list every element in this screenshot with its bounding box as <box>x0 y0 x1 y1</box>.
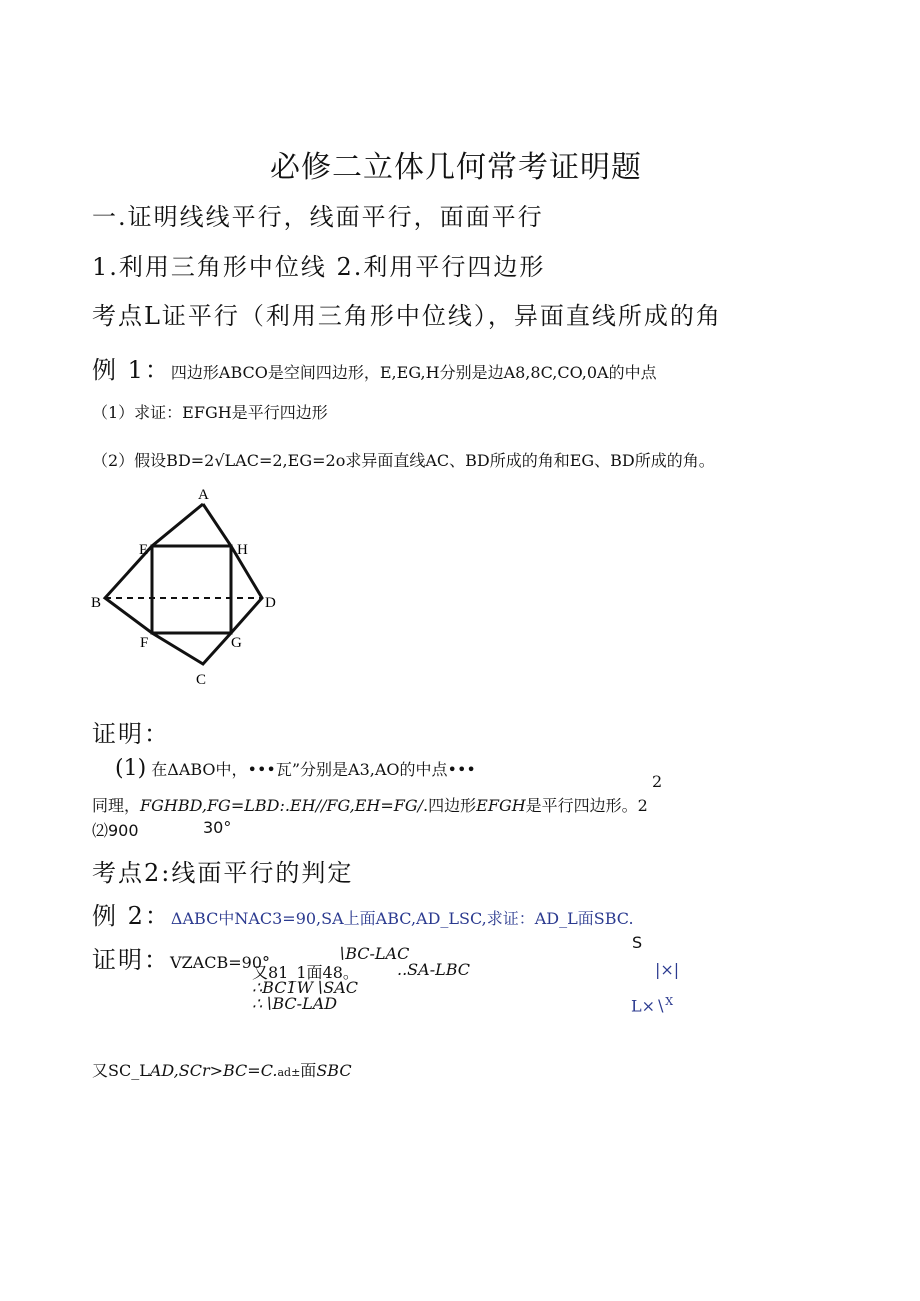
proof2-l2b: ..SA-LBC <box>397 960 471 979</box>
example1-text: 四边形ABCO是空间四边形，E,EG,H分别是边A8,8C,CO,0A的中点 <box>170 363 657 382</box>
proof2-l2: 又81_1面48。 <box>252 963 359 982</box>
example2-text: ΔABC中NAC3=90,SA上面ABC,AD_LSC,求证：AD_L面SBC. <box>170 909 634 928</box>
proof2-final <box>92 1058 352 1081</box>
inner-parallelogram <box>152 546 231 633</box>
margin-note-1: |×| <box>655 960 680 979</box>
proof1-line3-b: 30° <box>203 818 232 837</box>
proof1-line2-c: 四边形 <box>428 796 477 815</box>
section-heading: 一.证明线线平行，线面平行，面面平行 <box>92 203 544 231</box>
proof2-l4: ∴∖BC-LAD <box>252 994 338 1013</box>
quadrilateral-figure <box>88 484 288 694</box>
example1-q2: （2）假设BD=2√LAC=2,EG=2o求异面直线AC、BD所成的角和EG、BD所成的角。 <box>92 451 715 470</box>
margin-note-2-text: L×∖ <box>631 996 666 1016</box>
kaodian1-heading: 考点L证平行（利用三角形中位线），异面直线所成的角 <box>92 302 722 330</box>
label-a: A <box>198 487 209 503</box>
proof2-heading: 证明： <box>92 946 170 974</box>
methods-line: 1.利用三角形中位线 2.利用平行四边形 <box>92 253 546 281</box>
proof2-l3: ∴BC1W∖SAC <box>252 978 359 997</box>
proof1-line1 <box>115 756 476 781</box>
margin-note-2-sup: X <box>665 995 674 1008</box>
proof1-heading: 证明： <box>92 720 170 748</box>
final-a: 又SC_L <box>92 1061 150 1080</box>
proof1-line2-e: 是平行四边形。2 <box>525 796 648 815</box>
kaodian2-heading: 考点2:线面平行的判定 <box>92 859 354 887</box>
label-e: E <box>139 542 149 558</box>
proof2-l1b: ∖BC-LAC <box>335 944 410 963</box>
page-title: 必修二立体几何常考证明题 <box>270 150 642 185</box>
margin-s: S <box>632 933 643 952</box>
label-g: G <box>231 635 242 651</box>
proof1-line2-d: EFGH <box>476 796 526 815</box>
final-e: SBC <box>316 1061 352 1080</box>
label-h: H <box>237 542 248 558</box>
proof2-line1 <box>92 940 270 975</box>
example1-label: 例 1： <box>92 356 171 384</box>
margin-note-2 <box>631 995 673 1015</box>
label-d: D <box>265 595 276 611</box>
example1-line <box>92 350 657 385</box>
final-b: AD,SCr>BC=C. <box>149 1061 278 1080</box>
proof1-line3-a: ⑵900 <box>92 821 139 840</box>
example1-q1: （1）求证：EFGH是平行四边形 <box>92 403 328 422</box>
proof1-line1-text: 在ΔABO中，•••瓦”分别是A3,AO的中点••• <box>151 760 476 779</box>
proof1-line2-a: 同理， <box>92 796 141 815</box>
proof1-num: (1) <box>115 756 147 781</box>
example2-line <box>92 896 634 931</box>
final-c: ad± <box>277 1066 301 1079</box>
label-c: C <box>196 672 207 688</box>
proof1-sup: 2 <box>652 772 663 791</box>
example2-label: 例 2： <box>92 902 171 930</box>
final-d: 面 <box>300 1061 317 1080</box>
proof1-line2-b: FGHBD,FG=LBD:.EH//FG,EH=FG/. <box>140 796 429 815</box>
proof2-l1: VZACB=90° <box>170 953 270 972</box>
proof1-line2 <box>92 793 648 816</box>
label-f: F <box>140 635 149 651</box>
label-b: B <box>91 595 102 611</box>
